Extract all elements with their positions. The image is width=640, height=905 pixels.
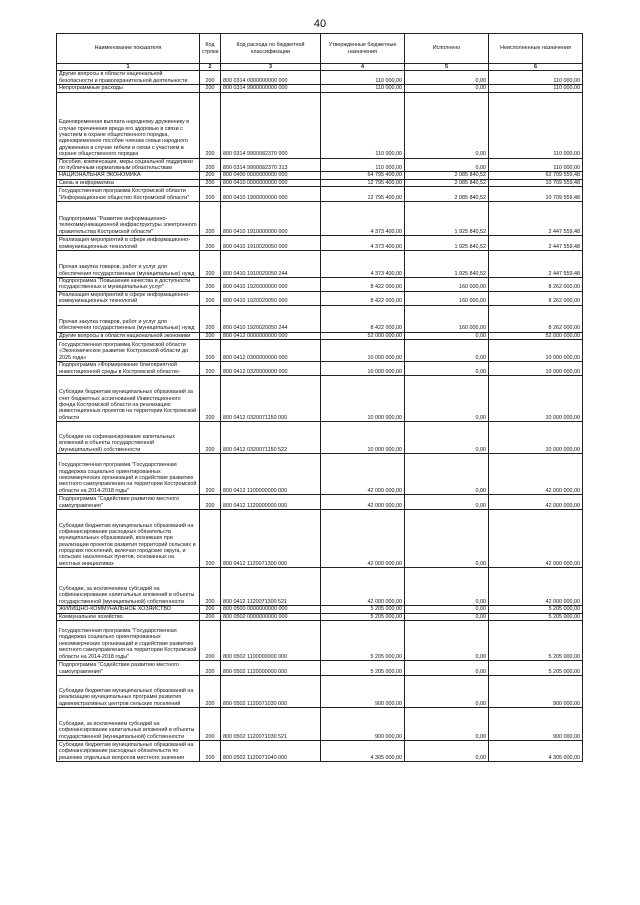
header-approved: Утвержденные бюджетные назначения	[321, 34, 405, 64]
column-number: 3	[221, 64, 321, 71]
table-row	[57, 660, 583, 675]
cell-approved: 42 000 000,00	[321, 510, 405, 568]
table-row	[57, 422, 583, 454]
table-row	[57, 376, 583, 422]
cell-name: Прочая закупка товаров, работ и услуг для обеспечения государственных (муниципальных) нужд	[57, 305, 200, 332]
cell-executed: 0,00	[405, 660, 489, 675]
cell-approved: 4 373 400,00	[321, 236, 405, 251]
table-row	[57, 291, 583, 305]
cell-line-code: 200	[200, 187, 221, 202]
cell-line-code: 200	[200, 376, 221, 422]
cell-line-code: 200	[200, 71, 221, 85]
cell-kbk: 800 0412 1120071300 521	[221, 568, 321, 606]
table-row	[57, 236, 583, 251]
column-number: 6	[489, 64, 583, 71]
cell-approved: 4 373 400,00	[321, 202, 405, 236]
table-row	[57, 362, 583, 376]
cell-line-code: 200	[200, 158, 221, 172]
cell-kbk: 800 0502 1100000000 000	[221, 620, 321, 660]
cell-kbk: 800 0412 0320071150 000	[221, 376, 321, 422]
cell-line-code: 200	[200, 202, 221, 236]
cell-name: Субсидии бюджетам муниципальных образований за счет бюджетных ассигнований Инвестиционного фонда Костромской области на реализацию инвестиционных проектов на территории Костромской области	[57, 376, 200, 422]
cell-approved: 42 000 000,00	[321, 568, 405, 606]
cell-executed: 0,00	[405, 92, 489, 158]
cell-unexecuted: 8 262 000,00	[489, 278, 583, 292]
cell-kbk: 800 0314 9900082370 313	[221, 158, 321, 172]
cell-unexecuted: 10 000 000,00	[489, 362, 583, 376]
cell-approved: 10 000 000,00	[321, 362, 405, 376]
cell-approved: 12 795 400,00	[321, 187, 405, 202]
table-row	[57, 606, 583, 613]
cell-approved: 4 373 400,00	[321, 251, 405, 278]
cell-unexecuted: 42 000 000,00	[489, 495, 583, 510]
cell-name: Субсидии бюджетам муниципальных образований на реализацию муниципальных программ развития административных центров сельских поселений	[57, 675, 200, 707]
cell-line-code: 200	[200, 278, 221, 292]
cell-line-code: 200	[200, 613, 221, 620]
cell-name: Государственная программа "Государственная поддержка социально ориентированных некоммерческих организаций и содействие развитию местного самоуправления на территории Костромской области на 2014-2018 годы"	[57, 620, 200, 660]
cell-executed: 0,00	[405, 454, 489, 495]
cell-approved: 900 000,00	[321, 675, 405, 707]
page-number: 40	[313, 18, 327, 30]
table-row	[57, 620, 583, 660]
cell-approved: 8 422 000,00	[321, 291, 405, 305]
column-number: 1	[57, 64, 200, 71]
cell-name: Пособия, компенсации, меры социальной поддержки по публичным нормативным обязательствам	[57, 158, 200, 172]
cell-line-code: 200	[200, 291, 221, 305]
cell-executed: 0,00	[405, 340, 489, 362]
cell-executed: 2 085 840,52	[405, 172, 489, 179]
cell-unexecuted: 2 447 559,48	[489, 202, 583, 236]
cell-executed: 1 925 840,52	[405, 251, 489, 278]
cell-kbk: 800 0410 1920020050 000	[221, 291, 321, 305]
cell-approved: 5 205 000,00	[321, 606, 405, 613]
cell-approved: 110 000,00	[321, 85, 405, 92]
cell-unexecuted: 2 447 559,48	[489, 251, 583, 278]
cell-approved: 4 305 000,00	[321, 740, 405, 761]
cell-executed: 0,00	[405, 675, 489, 707]
table-row	[57, 172, 583, 179]
cell-line-code: 200	[200, 340, 221, 362]
cell-approved: 42 000 000,00	[321, 454, 405, 495]
cell-approved: 110 000,00	[321, 158, 405, 172]
cell-name: Субсидии на софинансирование капитальных вложений в объекты государственной (муниципальной) собственности	[57, 422, 200, 454]
table-body	[57, 71, 583, 762]
cell-line-code: 200	[200, 172, 221, 179]
cell-kbk: 800 0410 1910020050 000	[221, 236, 321, 251]
cell-kbk: 800 0412 0320071150 522	[221, 422, 321, 454]
cell-approved: 8 422 000,00	[321, 278, 405, 292]
cell-name: Подпрограмма "Развитие информационно-телекоммуникационной инфраструктуры электронного правительства Костромской области"	[57, 202, 200, 236]
table-row	[57, 202, 583, 236]
cell-approved: 64 795 400,00	[321, 172, 405, 179]
cell-approved: 42 000 000,00	[321, 495, 405, 510]
cell-executed: 2 085 840,52	[405, 179, 489, 186]
cell-name: Государственная программа "Государственная поддержка социально ориентированных некоммерческих организаций и содействие развитию местного самоуправления на территории Костромской области на 2014-2018 годы"	[57, 454, 200, 495]
cell-unexecuted: 8 262 000,00	[489, 291, 583, 305]
cell-unexecuted: 52 000 000,00	[489, 332, 583, 339]
header-name: Наименование показателя	[57, 34, 200, 64]
cell-unexecuted: 10 709 559,48	[489, 179, 583, 186]
cell-approved: 110 000,00	[321, 92, 405, 158]
cell-name: Подпрограмма "Содействие развитию местного самоуправления"	[57, 495, 200, 510]
cell-line-code: 200	[200, 305, 221, 332]
table-row	[57, 740, 583, 761]
column-number: 5	[405, 64, 489, 71]
cell-executed: 0,00	[405, 495, 489, 510]
header-line-code: Код строки	[200, 34, 221, 64]
cell-name: Единовременная выплата народному дружиннику в случае причинения вреда его здоровью в связи с участием в охране общественного порядка, единовременное пособие членам семьи народного дружинника в случае гибели в связи с участием в охране общественного порядка	[57, 92, 200, 158]
cell-executed: 0,00	[405, 158, 489, 172]
table-row	[57, 613, 583, 620]
cell-name: НАЦИОНАЛЬНАЯ ЭКОНОМИКА	[57, 172, 200, 179]
column-number: 4	[321, 64, 405, 71]
table-row	[57, 454, 583, 495]
cell-approved: 5 205 000,00	[321, 613, 405, 620]
cell-executed: 160 000,00	[405, 305, 489, 332]
cell-name: Другие вопросы в области национальной экономики	[57, 332, 200, 339]
cell-executed: 0,00	[405, 332, 489, 339]
cell-unexecuted: 110 000,00	[489, 71, 583, 85]
cell-line-code: 200	[200, 675, 221, 707]
cell-approved: 8 422 000,00	[321, 305, 405, 332]
cell-name: Государственная программа Костромской области «Экономическое развитие Костромской области до 2025 года»	[57, 340, 200, 362]
cell-executed: 0,00	[405, 376, 489, 422]
cell-executed: 0,00	[405, 613, 489, 620]
cell-executed: 0,00	[405, 568, 489, 606]
cell-approved: 52 000 000,00	[321, 332, 405, 339]
cell-approved: 5 205 000,00	[321, 620, 405, 660]
cell-line-code: 200	[200, 85, 221, 92]
cell-executed: 0,00	[405, 510, 489, 568]
cell-executed: 1 925 840,52	[405, 202, 489, 236]
cell-kbk: 800 0412 1120000000 000	[221, 495, 321, 510]
cell-unexecuted: 42 000 000,00	[489, 454, 583, 495]
cell-line-code: 200	[200, 454, 221, 495]
cell-name: Подпрограмма "Повышение качества и доступности государственных и муниципальных услуг"	[57, 278, 200, 292]
cell-kbk: 800 0412 1120071300 000	[221, 510, 321, 568]
column-number-row	[57, 64, 583, 71]
cell-name: Субсидии бюджетам муниципальных образований на софинансирование расходных обязательств по решению отдельных вопросов местного значения	[57, 740, 200, 761]
table-row	[57, 92, 583, 158]
cell-line-code: 200	[200, 92, 221, 158]
cell-unexecuted: 5 205 000,00	[489, 606, 583, 613]
cell-kbk: 800 0410 0000000000 000	[221, 179, 321, 186]
cell-kbk: 800 0412 1100000000 000	[221, 454, 321, 495]
cell-name: Реализация мероприятий в сфере информационно-коммуникационных технологий	[57, 236, 200, 251]
cell-executed: 0,00	[405, 71, 489, 85]
table-row	[57, 85, 583, 92]
cell-line-code: 200	[200, 510, 221, 568]
cell-unexecuted: 10 000 000,00	[489, 376, 583, 422]
cell-unexecuted: 5 205 000,00	[489, 613, 583, 620]
cell-kbk: 800 0410 1920000000 000	[221, 278, 321, 292]
cell-kbk: 800 0500 0000000000 000	[221, 606, 321, 613]
cell-kbk: 800 0400 0000000000 000	[221, 172, 321, 179]
table-row	[57, 278, 583, 292]
cell-line-code: 200	[200, 568, 221, 606]
cell-name: ЖИЛИЩНО-КОММУНАЛЬНОЕ ХОЗЯЙСТВО	[57, 606, 200, 613]
budget-execution-table	[56, 33, 583, 762]
cell-line-code: 200	[200, 362, 221, 376]
cell-approved: 10 000 000,00	[321, 376, 405, 422]
cell-kbk: 800 0410 1900000000 000	[221, 187, 321, 202]
cell-kbk: 800 0410 1910000000 000	[221, 202, 321, 236]
cell-kbk: 800 0412 0300000000 000	[221, 340, 321, 362]
cell-line-code: 200	[200, 251, 221, 278]
cell-kbk: 800 0412 0320000000 000	[221, 362, 321, 376]
cell-approved: 10 000 000,00	[321, 340, 405, 362]
cell-unexecuted: 42 000 000,00	[489, 568, 583, 606]
cell-line-code: 200	[200, 495, 221, 510]
cell-name: Прочая закупка товаров, работ и услуг для обеспечения государственных (муниципальных) нужд	[57, 251, 200, 278]
cell-unexecuted: 4 305 000,00	[489, 740, 583, 761]
cell-executed: 0,00	[405, 620, 489, 660]
cell-unexecuted: 110 000,00	[489, 92, 583, 158]
cell-executed: 0,00	[405, 606, 489, 613]
cell-kbk: 800 0314 9900082370 000	[221, 92, 321, 158]
cell-unexecuted: 110 000,00	[489, 85, 583, 92]
table-header	[57, 34, 583, 71]
cell-line-code: 200	[200, 660, 221, 675]
cell-kbk: 800 0410 1910020050 244	[221, 251, 321, 278]
cell-unexecuted: 10 709 559,48	[489, 187, 583, 202]
cell-kbk: 800 0502 0000000000 000	[221, 613, 321, 620]
cell-executed: 0,00	[405, 740, 489, 761]
cell-executed: 160 000,00	[405, 291, 489, 305]
cell-name: Непрограммные расходы	[57, 85, 200, 92]
cell-line-code: 200	[200, 620, 221, 660]
header-unexecuted: Неисполненные назначения	[489, 34, 583, 64]
cell-name: Коммунальное хозяйство	[57, 613, 200, 620]
table-row	[57, 251, 583, 278]
cell-unexecuted: 5 205 000,00	[489, 620, 583, 660]
cell-line-code: 200	[200, 236, 221, 251]
cell-approved: 900 000,00	[321, 707, 405, 740]
cell-unexecuted: 8 262 000,00	[489, 305, 583, 332]
cell-executed: 1 925 840,52	[405, 236, 489, 251]
table-row	[57, 187, 583, 202]
cell-name: Другие вопросы в области национальной безопасности и правоохранительной деятельности	[57, 71, 200, 85]
cell-unexecuted: 5 205 000,00	[489, 660, 583, 675]
cell-unexecuted: 900 000,00	[489, 707, 583, 740]
cell-executed: 0,00	[405, 707, 489, 740]
cell-name: Связь и информатика	[57, 179, 200, 186]
cell-line-code: 200	[200, 422, 221, 454]
table-row	[57, 568, 583, 606]
cell-unexecuted: 10 000 000,00	[489, 340, 583, 362]
cell-name: Субсидии бюджетам муниципальных образований на софинансирование расходных обязательств муниципальных образований, возникших при реализации проектов развития территорий сельских и городских поселений, включая городские округа, и сельских населенных пунктов, основанных на местных инициативах	[57, 510, 200, 568]
cell-executed: 160 000,00	[405, 278, 489, 292]
cell-name: Подпрограмма "Содействие развитию местного самоуправления"	[57, 660, 200, 675]
cell-kbk: 800 0410 1920020050 244	[221, 305, 321, 332]
table-row	[57, 158, 583, 172]
cell-kbk: 800 0502 1120071030 000	[221, 675, 321, 707]
cell-kbk: 800 0412 0000000000 000	[221, 332, 321, 339]
cell-executed: 0,00	[405, 362, 489, 376]
cell-name: Субсидии, за исключением субсидий на софинансирование капитальных вложений в объекты государственной (муниципальной) собственности	[57, 707, 200, 740]
cell-line-code: 200	[200, 707, 221, 740]
cell-approved: 110 000,00	[321, 71, 405, 85]
cell-line-code: 200	[200, 332, 221, 339]
table-row	[57, 340, 583, 362]
table-row	[57, 510, 583, 568]
cell-name: Подпрограмма «Формирование благоприятной инвестиционной среды в Костромской области»	[57, 362, 200, 376]
cell-name: Государственная программа Костромской области "Информационное общество Костромской области"	[57, 187, 200, 202]
cell-kbk: 800 0502 1120000000 000	[221, 660, 321, 675]
cell-unexecuted: 10 000 000,00	[489, 422, 583, 454]
cell-unexecuted: 110 000,00	[489, 158, 583, 172]
cell-unexecuted: 62 709 559,48	[489, 172, 583, 179]
table-row	[57, 707, 583, 740]
cell-kbk: 800 0502 1120071040 000	[221, 740, 321, 761]
cell-unexecuted: 900 000,00	[489, 675, 583, 707]
cell-name: Субсидии, за исключением субсидий на софинансирование капитальных вложений в объекты государственной (муниципальной) собственности	[57, 568, 200, 606]
table-row	[57, 305, 583, 332]
cell-kbk: 800 0502 1120071030 521	[221, 707, 321, 740]
table-row	[57, 179, 583, 186]
cell-line-code: 200	[200, 179, 221, 186]
cell-executed: 2 085 840,52	[405, 187, 489, 202]
table-row	[57, 71, 583, 85]
column-number: 2	[200, 64, 221, 71]
cell-line-code: 200	[200, 740, 221, 761]
cell-executed: 0,00	[405, 85, 489, 92]
cell-unexecuted: 2 447 559,48	[489, 236, 583, 251]
cell-kbk: 800 0314 9900000000 000	[221, 85, 321, 92]
header-kbk: Код расхода по бюджетной классификации	[221, 34, 321, 64]
cell-executed: 0,00	[405, 422, 489, 454]
cell-approved: 12 795 400,00	[321, 179, 405, 186]
cell-line-code: 200	[200, 606, 221, 613]
cell-approved: 10 000 000,00	[321, 422, 405, 454]
header-executed: Исполнено	[405, 34, 489, 64]
table-row	[57, 332, 583, 339]
table-row	[57, 675, 583, 707]
table-row	[57, 495, 583, 510]
cell-name: Реализация мероприятий в сфере информационно-коммуникационных технологий	[57, 291, 200, 305]
cell-kbk: 800 0314 0000000000 000	[221, 71, 321, 85]
cell-approved: 5 205 000,00	[321, 660, 405, 675]
cell-unexecuted: 42 000 000,00	[489, 510, 583, 568]
